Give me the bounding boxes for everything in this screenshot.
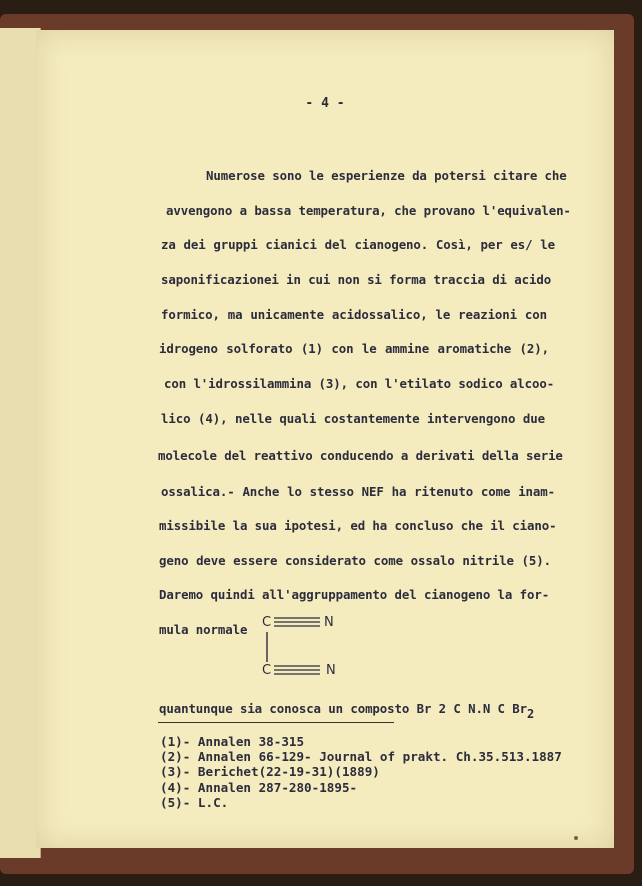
text-line: mula normale [159, 622, 248, 637]
cyanogen-formula [222, 608, 342, 678]
last-line-main: quantunque sia conosca un composto Br 2 C N.N C Br [159, 701, 527, 716]
text-line: con l'idrossilammina (3), con l'etilato sodico alcoo- [164, 376, 555, 391]
text-line: avvengono a bassa temperatura, che provano l'equivalen- [166, 203, 571, 218]
text-line: Daremo quindi all'aggruppamento del cianogeno la for- [159, 587, 550, 602]
footnote: (4)- Annalen 287-280-1895- [160, 779, 358, 795]
formula-c2: C [262, 663, 272, 678]
last-line-subscript: 2 [527, 707, 535, 721]
page-number: - 4 - [305, 96, 345, 111]
text-line: ossalica.- Anche lo stesso NEF ha ritenuto come inam- [161, 484, 555, 499]
formula-n2: N [326, 663, 336, 678]
footnote: (3)- Berichet(22-19-31)(1889) [160, 764, 380, 780]
left-page-edge [0, 28, 41, 858]
footnote: (5)- L.C. [160, 794, 229, 810]
text-line: formico, ma unicamente acidossalico, le reazioni con [161, 307, 547, 322]
text-line: lico (4), nelle quali costantemente intervengono due [161, 411, 545, 426]
text-line: geno deve essere considerato come ossalo nitrile (5). [159, 553, 551, 568]
text-line: za dei gruppi cianici del cianogeno. Così, per es/ le [161, 237, 555, 252]
footnote: (2)- Annalen 66-129- Journal of prakt. Ch.35.513.1887 [160, 749, 562, 765]
text-line: Numerose sono le esperienze da potersi citare che [206, 168, 567, 183]
footnotes [160, 734, 562, 810]
text-line: idrogeno solforato (1) con le ammine aromatiche (2), [159, 341, 549, 356]
document-page [36, 30, 614, 848]
formula-n1: N [324, 615, 334, 630]
text-line: saponificazionei in cui non si forma traccia di acido [161, 272, 552, 287]
last-text-line [159, 701, 559, 721]
formula-c1: C [262, 615, 272, 630]
text-line: missibile la sua ipotesi, ed ha concluso che il ciano- [159, 518, 557, 533]
text-line: molecole del reattivo conducendo a derivati della serie [158, 448, 563, 463]
footnote: (1)- Annalen 38-315 [160, 734, 305, 749]
footnote-separator [158, 722, 394, 723]
paper-mark [574, 836, 578, 840]
